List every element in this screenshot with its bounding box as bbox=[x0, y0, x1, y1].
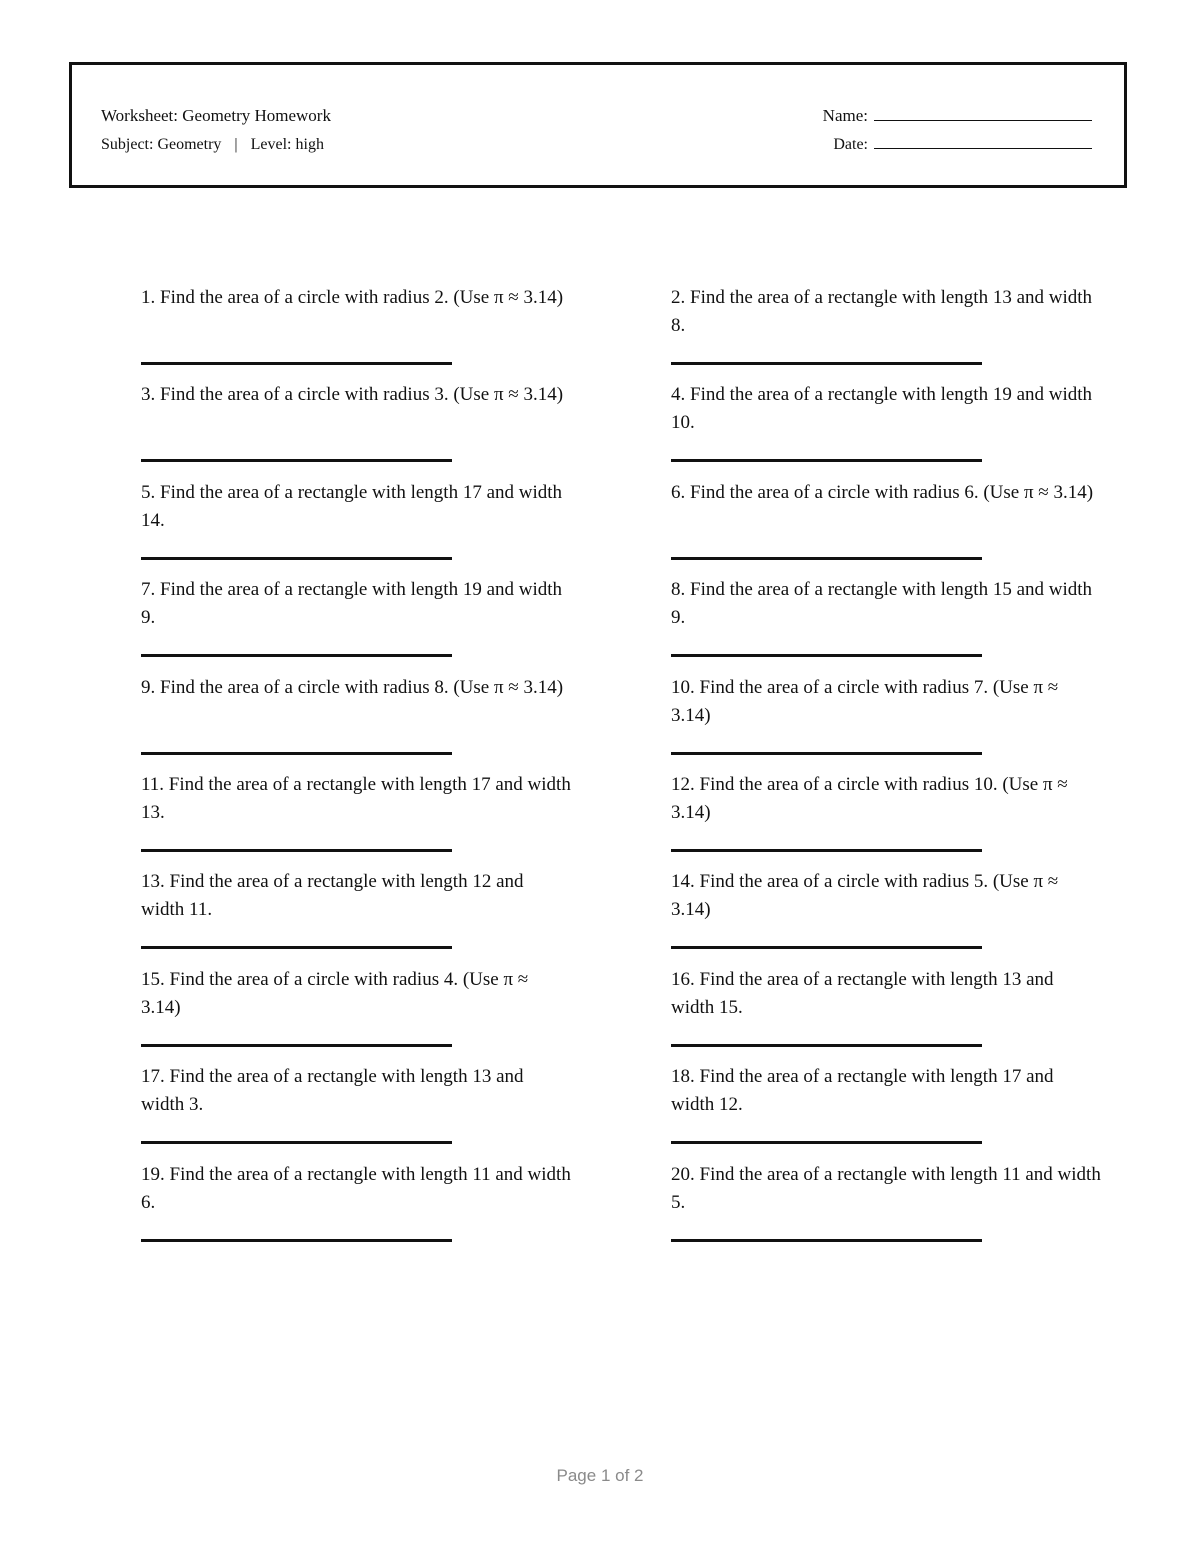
worksheet-title: Geometry Homework bbox=[182, 106, 331, 125]
question-item bbox=[141, 381, 571, 409]
question-number: 10. bbox=[671, 676, 695, 698]
question-number: 15. bbox=[141, 968, 165, 990]
question-item bbox=[671, 868, 1101, 924]
question-text bbox=[671, 771, 1101, 827]
answer-line[interactable] bbox=[671, 1044, 982, 1047]
question-item bbox=[671, 771, 1101, 827]
answer-line[interactable] bbox=[141, 1044, 452, 1047]
name-field[interactable] bbox=[823, 106, 1092, 126]
question-number: 2. bbox=[671, 287, 686, 308]
worksheet-header bbox=[69, 62, 1127, 188]
question-row bbox=[141, 479, 1101, 576]
question-text bbox=[141, 1063, 571, 1119]
question-prompt: Find the area of a rectangle with length 12 and width 11. bbox=[141, 871, 524, 921]
question-item bbox=[671, 1161, 1101, 1217]
question-text bbox=[671, 868, 1101, 924]
question-text bbox=[141, 284, 571, 312]
question-prompt: Find the area of a circle with radius 3. (Use π ≈ 3.14) bbox=[160, 384, 564, 406]
question-text bbox=[671, 381, 1101, 437]
question-text bbox=[671, 479, 1101, 507]
question-item bbox=[671, 576, 1101, 632]
question-item bbox=[671, 674, 1101, 730]
question-number: 5. bbox=[141, 481, 156, 503]
question-prompt: Find the area of a circle with radius 6. (Use π ≈ 3.14) bbox=[690, 481, 1094, 503]
answer-line[interactable] bbox=[141, 362, 452, 365]
question-text bbox=[141, 576, 571, 632]
date-label: Date: bbox=[833, 136, 868, 153]
question-prompt: Find the area of a rectangle with length 13 and width 15. bbox=[671, 968, 1054, 1018]
question-row bbox=[141, 381, 1101, 478]
question-number: 7. bbox=[141, 579, 156, 601]
question-number: 8. bbox=[671, 579, 686, 601]
question-row bbox=[141, 284, 1101, 381]
answer-line[interactable] bbox=[141, 752, 452, 755]
question-text bbox=[671, 674, 1101, 730]
question-text bbox=[141, 771, 571, 827]
question-prompt: Find the area of a rectangle with length 17 and width 14. bbox=[141, 481, 563, 531]
subject-label: Subject: bbox=[101, 136, 154, 153]
question-number: 1. bbox=[141, 287, 156, 308]
question-text bbox=[141, 966, 571, 1022]
worksheet-title-line bbox=[101, 106, 331, 126]
question-item bbox=[671, 381, 1101, 437]
question-row bbox=[141, 771, 1101, 868]
answer-line[interactable] bbox=[141, 654, 452, 657]
question-prompt: Find the area of a circle with radius 5. (Use π ≈ 3.14) bbox=[671, 871, 1059, 921]
question-number: 13. bbox=[141, 871, 165, 893]
question-item bbox=[141, 868, 571, 924]
question-number: 18. bbox=[671, 1066, 695, 1088]
level-value: high bbox=[295, 136, 324, 153]
question-item bbox=[141, 576, 571, 632]
answer-line[interactable] bbox=[671, 557, 982, 560]
question-prompt: Find the area of a rectangle with length 19 and width 9. bbox=[141, 579, 563, 629]
question-text bbox=[141, 674, 571, 702]
question-row bbox=[141, 576, 1101, 673]
answer-line[interactable] bbox=[141, 1141, 452, 1144]
subject-value: Geometry bbox=[157, 136, 222, 153]
question-number: 9. bbox=[141, 676, 156, 698]
header-separator: | bbox=[234, 136, 238, 153]
question-number: 12. bbox=[671, 774, 695, 795]
question-prompt: Find the area of a rectangle with length 11 and width 6. bbox=[141, 1163, 571, 1213]
question-number: 4. bbox=[671, 384, 686, 406]
question-text bbox=[141, 479, 571, 535]
question-item bbox=[141, 771, 571, 827]
question-item bbox=[141, 966, 571, 1022]
answer-line[interactable] bbox=[671, 946, 982, 949]
answer-line[interactable] bbox=[671, 752, 982, 755]
question-prompt: Find the area of a rectangle with length 19 and width 10. bbox=[671, 384, 1093, 434]
question-prompt: Find the area of a circle with radius 10. (Use π ≈ 3.14) bbox=[671, 774, 1068, 823]
question-row bbox=[141, 1161, 1101, 1258]
question-number: 16. bbox=[671, 968, 695, 990]
answer-line[interactable] bbox=[141, 946, 452, 949]
question-item bbox=[671, 966, 1101, 1022]
question-prompt: Find the area of a circle with radius 4. (Use π ≈ 3.14) bbox=[141, 968, 529, 1018]
answer-line[interactable] bbox=[671, 1239, 982, 1242]
answer-line[interactable] bbox=[671, 459, 982, 462]
answer-line[interactable] bbox=[671, 362, 982, 365]
subject-level-line bbox=[101, 135, 324, 155]
question-item bbox=[141, 674, 571, 702]
question-item bbox=[141, 1063, 571, 1119]
question-row bbox=[141, 674, 1101, 771]
question-row bbox=[141, 868, 1101, 965]
question-item bbox=[141, 479, 571, 535]
answer-line[interactable] bbox=[141, 1239, 452, 1242]
question-item bbox=[671, 1063, 1101, 1119]
question-text bbox=[671, 576, 1101, 632]
question-prompt: Find the area of a rectangle with length 17 and width 12. bbox=[671, 1066, 1054, 1116]
answer-line[interactable] bbox=[671, 654, 982, 657]
question-text bbox=[671, 966, 1101, 1022]
question-item bbox=[671, 284, 1101, 340]
answer-line[interactable] bbox=[671, 849, 982, 852]
question-prompt: Find the area of a rectangle with length 13 and width 3. bbox=[141, 1066, 524, 1116]
question-prompt: Find the area of a rectangle with length 13 and width 8. bbox=[671, 287, 1093, 336]
answer-line[interactable] bbox=[671, 1141, 982, 1144]
question-text bbox=[141, 381, 571, 409]
question-item bbox=[141, 284, 571, 312]
question-item bbox=[141, 1161, 571, 1217]
question-number: 17. bbox=[141, 1066, 165, 1088]
page-indicator: Page 1 of 2 bbox=[556, 1466, 644, 1485]
answer-line[interactable] bbox=[141, 557, 452, 560]
question-number: 6. bbox=[671, 481, 686, 503]
question-number: 3. bbox=[141, 384, 156, 406]
name-blank[interactable] bbox=[874, 108, 1092, 121]
question-prompt: Find the area of a circle with radius 8. (Use π ≈ 3.14) bbox=[160, 676, 564, 698]
question-number: 14. bbox=[671, 871, 695, 893]
question-prompt: Find the area of a circle with radius 7. (Use π ≈ 3.14) bbox=[671, 676, 1059, 726]
question-row bbox=[141, 966, 1101, 1063]
question-number: 19. bbox=[141, 1163, 165, 1185]
question-text bbox=[141, 1161, 571, 1217]
question-text bbox=[671, 1063, 1101, 1119]
question-text bbox=[141, 868, 571, 924]
question-text bbox=[671, 1161, 1101, 1217]
question-number: 11. bbox=[141, 774, 165, 795]
question-prompt: Find the area of a rectangle with length 15 and width 9. bbox=[671, 579, 1093, 629]
question-prompt: Find the area of a rectangle with length 11 and width 5. bbox=[671, 1163, 1101, 1213]
answer-line[interactable] bbox=[141, 849, 452, 852]
question-row bbox=[141, 1063, 1101, 1160]
question-number: 20. bbox=[671, 1163, 695, 1185]
question-text bbox=[671, 284, 1101, 340]
name-label: Name: bbox=[822, 106, 868, 125]
date-field[interactable] bbox=[833, 135, 1092, 155]
worksheet-label: Worksheet: bbox=[101, 106, 178, 125]
date-blank[interactable] bbox=[874, 136, 1092, 149]
question-prompt: Find the area of a rectangle with length 17 and width 13. bbox=[141, 774, 571, 823]
question-item bbox=[671, 479, 1101, 507]
question-prompt: Find the area of a circle with radius 2. (Use π ≈ 3.14) bbox=[160, 287, 564, 308]
level-label: Level: bbox=[250, 136, 292, 153]
answer-line[interactable] bbox=[141, 459, 452, 462]
